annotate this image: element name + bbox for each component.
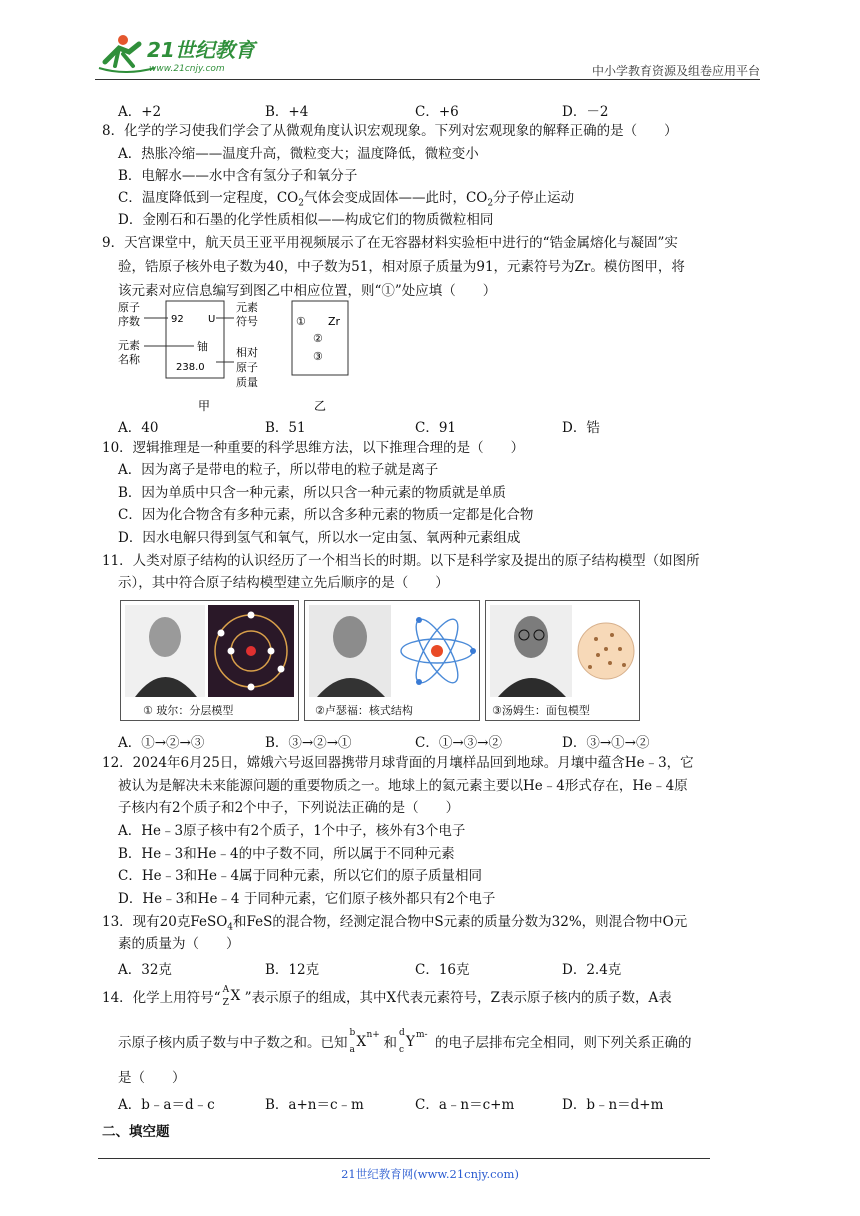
svg-text:238.0: 238.0 [176, 362, 205, 373]
q12-stem-line1: 12．2024年6月25日，嫦娥六号返回器携带月球背面的月壤样品回到地球。月壤中蕴含He﹣3，它 [102, 755, 694, 771]
q13-option-b: B．12克 [265, 962, 320, 978]
svg-text:质量: 质量 [236, 376, 258, 389]
platform-name: 中小学教育资源及组卷应用平台 [591, 64, 760, 78]
nuclide-notation: A Z X [222, 985, 241, 1008]
svg-text:序数: 序数 [118, 315, 140, 328]
q9-stem-line2: 验，锆原子核外电子数为40，中子数为51，相对原子质量为91，元素符号为Zr。模仿图甲，将 [118, 259, 685, 275]
q14-option-a: A．b﹣a＝d﹣c [118, 1097, 215, 1113]
q12-option-c: C．He﹣3和He﹣4属于同种元素，所以它们的原子质量相同 [118, 868, 483, 884]
q11-option-c: C．①→③→② [415, 735, 502, 751]
bohr-portrait-image [121, 601, 298, 701]
svg-text:名称: 名称 [118, 353, 140, 366]
logo-url: www.21cnjy.com [149, 64, 225, 74]
svg-text:②: ② [313, 332, 323, 345]
q12-option-a: A．He﹣3原子核中有2个质子，1个中子，核外有3个电子 [118, 823, 466, 839]
q9-option-a: A．40 [118, 420, 159, 436]
q7-option-c: C．+6 [415, 104, 459, 120]
ion-y-notation: d c Y m- [399, 1028, 428, 1055]
q9-stem-line1: 9．天宫课堂中，航天员王亚平用视频展示了在无容器材料实验柜中进行的“锆金属熔化与凝固”实 [102, 235, 678, 251]
q14-option-b: B．a+n＝c﹣m [265, 1097, 364, 1113]
svg-text:乙: 乙 [314, 399, 327, 413]
q8-option-b: B．电解水——水中含有氢分子和氧分子 [118, 168, 358, 184]
rutherford-portrait-image [305, 601, 479, 701]
q10-option-b: B．因为单质中只含一种元素，所以只含一种元素的物质就是单质 [118, 485, 506, 501]
bohr-model-panel [120, 600, 299, 721]
q10-option-d: D．因水电解只得到氢气和氧气，所以水一定由氢、氧两种元素组成 [118, 530, 521, 546]
q8-stem: 8．化学的学习使我们学会了从微观角度认识宏观现象。下列对宏观现象的解释正确的是（ ） [102, 123, 678, 139]
thomson-model-panel [485, 600, 640, 721]
q13-option-a: A．32克 [118, 962, 172, 978]
q12-stem-line2: 被认为是解决未来能源问题的重要物质之一。地球上的氦元素主要以He﹣4形式存在，He﹣4原 [118, 778, 688, 794]
nucleus-icon [246, 646, 256, 656]
q8-option-d: D．金刚石和石墨的化学性质相似——构成它们的物质微粒相同 [118, 212, 494, 228]
svg-text:原子: 原子 [236, 361, 258, 374]
q8-option-a: A．热胀冷缩——温度升高，微粒变大；温度降低，微粒变小 [118, 146, 479, 162]
svg-text:③: ③ [313, 350, 323, 363]
q9-option-c: C．91 [415, 420, 457, 436]
logo-text: 21世纪教育 [147, 38, 255, 62]
q13-option-d: D．2.4克 [562, 962, 622, 978]
q14-stem-line2: 示原子核内质子数与中子数之和。已知 b a X n+ 和 d c Y m- 的电子层排布完全相同，则下列关系正确的 [118, 1028, 692, 1055]
svg-text:相对: 相对 [236, 346, 258, 359]
q14-stem-line3: 是（ ） [118, 1070, 186, 1086]
q8-option-c: C．温度降低到一定程度，$CO_2$气体会变成固体——此时，$CO_2$分子停止运动 [118, 190, 575, 209]
q7-option-a: A．+2 [118, 104, 162, 120]
q11-stem-line1: 11．人类对原子结构的认识经历了一个相当长的时期。以下是科学家及提出的原子结构模型（如图所 [102, 553, 700, 569]
q7-option-d: D．－2 [562, 104, 609, 120]
plum-pudding-icon [578, 623, 634, 679]
q14-stem-line1: 14．化学上用符号“ A Z X ”表示原子的组成，其中X代表元素符号，Z表示原子核内的质子数，A表 [102, 985, 672, 1008]
q11-stem-line2: 示），其中符合原子结构模型建立先后顺序的是（ ） [118, 575, 449, 591]
q12-option-b: B．He﹣3和He﹣4的中子数不同，所以属于不同种元素 [118, 846, 455, 862]
svg-text:铀: 铀 [197, 340, 208, 353]
footer-link[interactable]: 21世纪教育网(www.21cnjy.com) [341, 1167, 519, 1181]
section-title-fill-blank: 二、填空题 [102, 1124, 170, 1140]
header-divider [95, 79, 760, 80]
q11-option-d: D．③→①→② [562, 735, 650, 751]
svg-text:U: U [208, 314, 216, 325]
ion-x-notation: b a X n+ [349, 1028, 380, 1055]
svg-text:①: ① [296, 315, 306, 328]
svg-text:92: 92 [171, 314, 184, 325]
figure-yi [292, 301, 348, 413]
svg-text:元素: 元素 [236, 301, 258, 314]
q10-option-a: A．因为离子是带电的粒子，所以带电的粒子就是离子 [118, 462, 439, 478]
q10-option-c: C．因为化合物含有多种元素，所以含多种元素的物质一定都是化合物 [118, 507, 534, 523]
q13-option-c: C．16克 [415, 962, 470, 978]
site-logo [95, 32, 265, 76]
q11-option-a: A．①→②→③ [118, 735, 205, 751]
thomson-caption: ③汤姆生：面包模型 [492, 704, 590, 717]
q11-option-b: B．③→②→① [265, 735, 352, 751]
q12-stem-line3: 子核内有2个质子和2个中子，下列说法正确的是（ ） [118, 800, 460, 816]
rutherford-model-panel [304, 600, 480, 721]
q14-option-d: D．b﹣n＝d+m [562, 1097, 664, 1113]
svg-text:Zr: Zr [328, 315, 341, 328]
q12-option-d: D．He﹣3和He﹣4 于同种元素，它们原子核外都只有2个电子 [118, 891, 496, 907]
svg-text:符号: 符号 [236, 315, 258, 328]
nuclear-atom-icon [401, 614, 476, 688]
q9-stem-line3: 该元素对应信息编写到图乙中相应位置，则“①”处应填（ ） [118, 283, 497, 299]
q9-option-d: D．锆 [562, 420, 600, 436]
thomson-portrait-image [486, 601, 639, 701]
q10-stem: 10．逻辑推理是一种重要的科学思维方法，以下推理合理的是（ ） [102, 440, 525, 456]
rutherford-caption: ②卢瑟福：核式结构 [315, 704, 413, 717]
q13-stem-line1: 13．现有20克FeSO$_4$和FeS的混合物，经测定混合物中S元素的质量分数为32%，则混合物中O元 [102, 914, 688, 933]
q14-option-c: C．a﹣n＝c+m [415, 1097, 515, 1113]
svg-text:元素: 元素 [118, 339, 140, 352]
footer-divider [98, 1158, 710, 1159]
svg-text:甲: 甲 [198, 399, 211, 413]
q13-stem-line2: 素的质量为（ ） [118, 936, 240, 952]
bohr-caption: ① 玻尔：分层模型 [143, 704, 234, 717]
q9-option-b: B．51 [265, 420, 306, 436]
element-cards-figure [116, 300, 356, 418]
page-header [95, 30, 760, 80]
q7-option-b: B．+4 [265, 104, 309, 120]
svg-text:原子: 原子 [118, 301, 140, 314]
figure-jia [118, 300, 258, 413]
